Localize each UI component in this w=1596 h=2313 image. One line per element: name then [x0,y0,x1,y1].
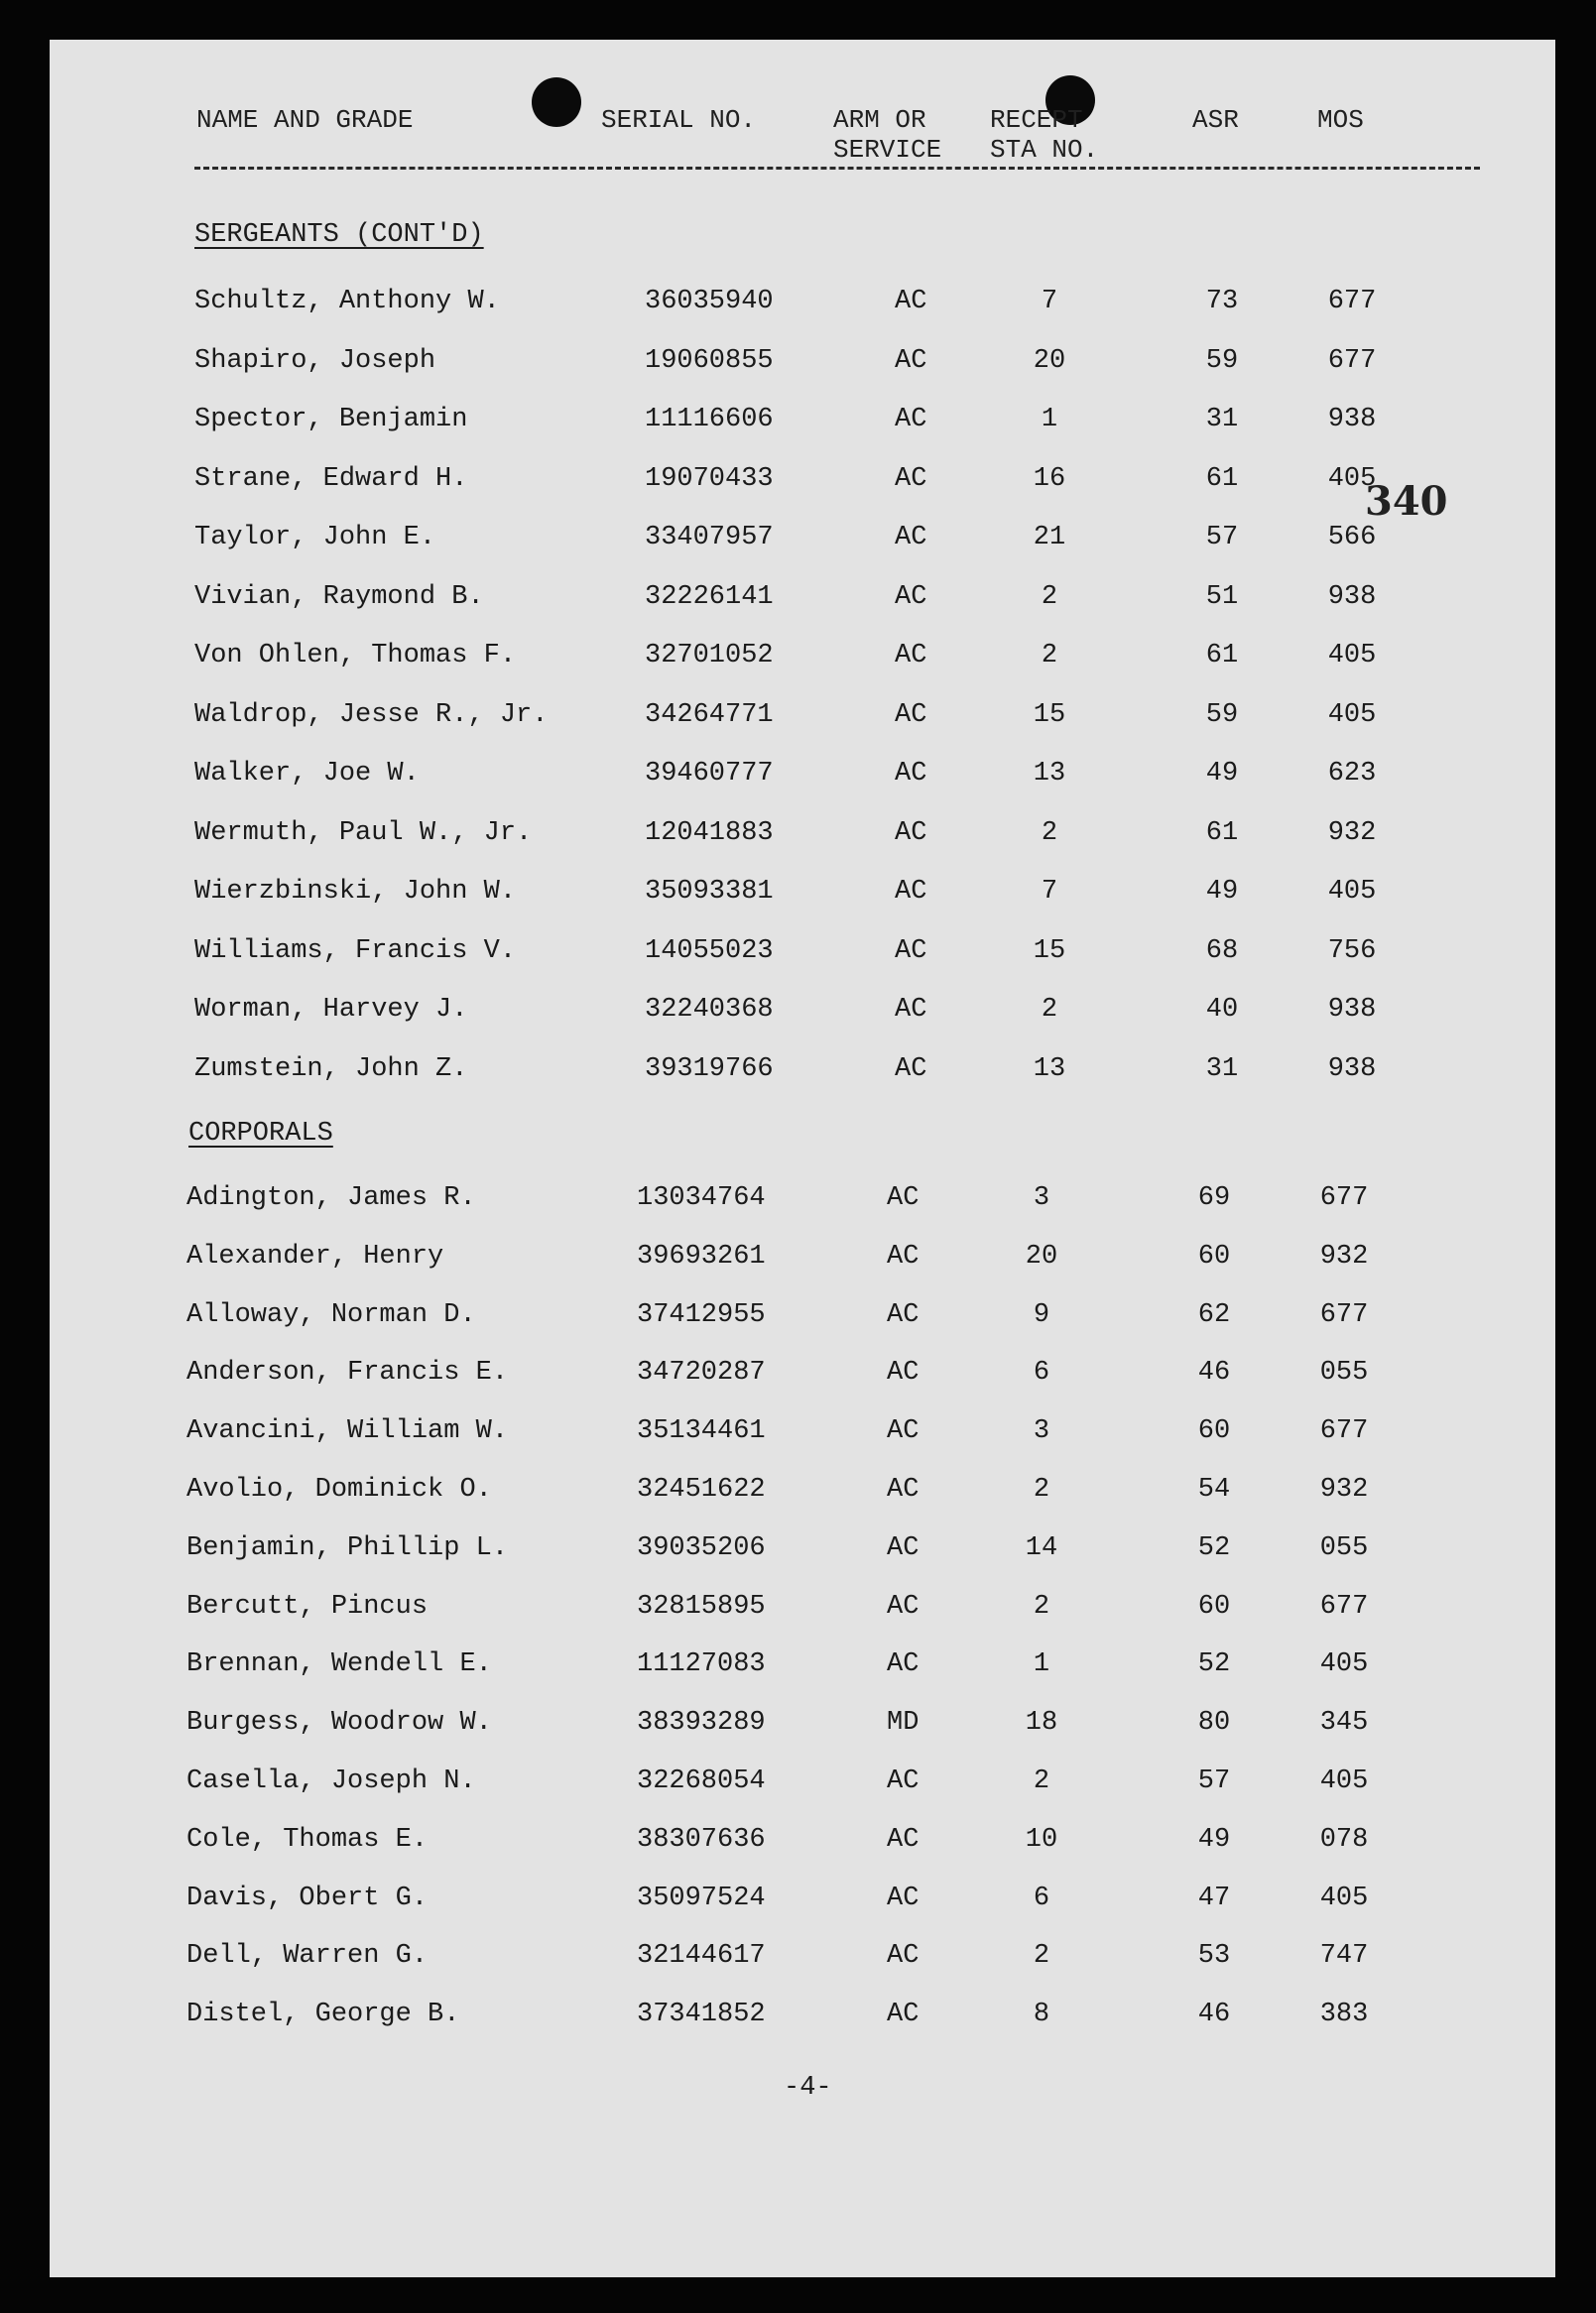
header-sta-line2: STA NO. [990,135,1099,165]
cell-serial: 32815895 [637,1591,766,1622]
table-row [50,697,1555,737]
cell-arm: AC [895,935,927,966]
table-row [50,1589,1555,1629]
cell-asr: 52 [1197,1532,1231,1563]
header-mos: MOS [1317,105,1364,135]
cell-asr: 59 [1205,699,1239,730]
table-row [50,402,1555,441]
cell-serial: 35134461 [637,1416,766,1447]
cell-sta: 2 [1033,1941,1050,1972]
header-divider [194,167,1480,170]
table-row [50,1881,1555,1920]
cell-asr: 62 [1197,1299,1231,1330]
cell-name: Strane, Edward H. [194,463,468,494]
cell-serial: 38393289 [637,1708,766,1739]
cell-mos: 405 [1319,1766,1369,1796]
cell-arm: AC [887,1591,920,1622]
cell-sta: 1 [1041,405,1058,434]
table-row [50,520,1555,559]
cell-mos: 932 [1319,1241,1369,1272]
table-row [50,1355,1555,1395]
cell-arm: AC [887,1649,920,1680]
cell-name: Wermuth, Paul W., Jr. [194,817,533,848]
cell-mos: 677 [1319,1416,1369,1447]
table-row [50,1051,1555,1091]
cell-serial: 12041883 [645,817,774,848]
table-row [50,1530,1555,1570]
cell-name: Spector, Benjamin [194,405,468,434]
cell-mos: 938 [1327,581,1377,612]
cell-mos: 566 [1327,523,1377,552]
cell-sta: 7 [1041,877,1058,907]
cell-name: Davis, Obert G. [186,1883,429,1913]
table-row [50,1646,1555,1686]
table-row [50,874,1555,913]
table-row [50,1705,1555,1745]
cell-name: Bercutt, Pincus [186,1591,429,1622]
cell-sta: 2 [1033,1766,1050,1796]
cell-name: Taylor, John E. [194,523,436,552]
cell-serial: 35093381 [645,877,774,907]
cell-serial: 19060855 [645,345,774,376]
cell-serial: 32226141 [645,581,774,612]
cell-asr: 60 [1197,1416,1231,1447]
cell-mos: 677 [1327,345,1377,376]
cell-name: Burgess, Woodrow W. [186,1708,492,1739]
cell-asr: 49 [1197,1824,1231,1855]
cell-name: Avancini, William W. [186,1416,509,1447]
cell-sta: 6 [1033,1883,1050,1913]
cell-sta: 2 [1033,1475,1050,1505]
header-arm-line1: ARM OR [833,105,926,135]
cell-sta: 7 [1041,287,1058,316]
cell-serial: 13034764 [637,1183,766,1213]
cell-asr: 40 [1205,995,1239,1025]
table-row [50,461,1555,501]
cell-asr: 49 [1205,877,1239,907]
cell-arm: AC [895,817,927,848]
header-name-grade: NAME AND GRADE [196,105,414,135]
cell-serial: 11127083 [637,1649,766,1680]
cell-asr: 61 [1205,641,1239,670]
cell-arm: AC [895,581,927,612]
table-row [50,1180,1555,1220]
cell-asr: 46 [1197,1358,1231,1389]
cell-name: Cole, Thomas E. [186,1824,429,1855]
document-page [50,40,1555,2277]
cell-arm: AC [895,405,927,434]
cell-sta: 2 [1041,817,1058,848]
header-sta-line1: RECEPT [990,105,1083,135]
cell-sta: 16 [1033,463,1066,494]
cell-arm: MD [887,1708,920,1739]
cell-serial: 37412955 [637,1299,766,1330]
cell-asr: 47 [1197,1883,1231,1913]
cell-mos: 756 [1327,935,1377,966]
table-row [50,933,1555,973]
cell-name: Vivian, Raymond B. [194,581,484,612]
cell-name: Benjamin, Phillip L. [186,1532,509,1563]
table-row [50,1997,1555,2036]
cell-serial: 39460777 [645,759,774,789]
cell-asr: 69 [1197,1183,1231,1213]
cell-name: Shapiro, Joseph [194,345,436,376]
section-heading-sergeants: SERGEANTS (CONT'D) [194,220,484,250]
cell-arm: AC [895,345,927,376]
cell-sta: 3 [1033,1183,1050,1213]
cell-mos: 932 [1319,1475,1369,1505]
cell-serial: 39693261 [637,1241,766,1272]
cell-mos: 938 [1327,405,1377,434]
cell-serial: 39035206 [637,1532,766,1563]
cell-asr: 68 [1205,935,1239,966]
section-heading-corporals: CORPORALS [188,1119,333,1149]
cell-mos: 405 [1319,1883,1369,1913]
cell-name: Casella, Joseph N. [186,1766,476,1796]
cell-name: Anderson, Francis E. [186,1358,509,1389]
table-row [50,579,1555,619]
cell-name: Brennan, Wendell E. [186,1649,492,1680]
cell-name: Wierzbinski, John W. [194,877,517,907]
cell-serial: 34264771 [645,699,774,730]
cell-arm: AC [887,1358,920,1389]
cell-sta: 9 [1033,1299,1050,1330]
cell-mos: 677 [1319,1591,1369,1622]
cell-mos: 078 [1319,1824,1369,1855]
cell-mos: 932 [1327,817,1377,848]
cell-mos: 405 [1327,877,1377,907]
header-arm-line2: SERVICE [833,135,942,165]
table-row [50,1472,1555,1512]
table-row [50,992,1555,1032]
cell-mos: 405 [1327,699,1377,730]
cell-asr: 61 [1205,463,1239,494]
cell-name: Worman, Harvey J. [194,995,468,1025]
cell-serial: 32240368 [645,995,774,1025]
cell-mos: 345 [1319,1708,1369,1739]
cell-asr: 57 [1197,1766,1231,1796]
table-row [50,1239,1555,1278]
cell-arm: AC [895,463,927,494]
cell-arm: AC [887,1299,920,1330]
cell-serial: 11116606 [645,405,774,434]
cell-serial: 14055023 [645,935,774,966]
cell-sta: 2 [1033,1591,1050,1622]
cell-sta: 8 [1033,2000,1050,2030]
cell-mos: 383 [1319,2000,1369,2030]
cell-arm: AC [895,523,927,552]
cell-asr: 49 [1205,759,1239,789]
cell-arm: AC [887,1532,920,1563]
cell-mos: 677 [1327,287,1377,316]
table-row [50,815,1555,855]
cell-arm: AC [895,759,927,789]
cell-asr: 57 [1205,523,1239,552]
cell-arm: AC [895,1053,927,1084]
cell-name: Schultz, Anthony W. [194,287,500,316]
cell-asr: 59 [1205,345,1239,376]
cell-arm: AC [895,641,927,670]
cell-arm: AC [887,1883,920,1913]
cell-sta: 2 [1041,995,1058,1025]
cell-name: Waldrop, Jesse R., Jr. [194,699,549,730]
cell-serial: 36035940 [645,287,774,316]
cell-asr: 53 [1197,1941,1231,1972]
cell-arm: AC [887,1824,920,1855]
cell-asr: 31 [1205,405,1239,434]
cell-name: Zumstein, John Z. [194,1053,468,1084]
cell-arm: AC [895,287,927,316]
page-stamp-number: 340 [1365,478,1448,525]
cell-sta: 3 [1033,1416,1050,1447]
cell-arm: AC [887,1183,920,1213]
table-row [50,1297,1555,1337]
cell-mos: 677 [1319,1299,1369,1330]
cell-asr: 60 [1197,1241,1231,1272]
cell-serial: 34720287 [637,1358,766,1389]
table-row [50,1938,1555,1978]
cell-arm: AC [887,1241,920,1272]
cell-serial: 35097524 [637,1883,766,1913]
cell-sta: 10 [1025,1824,1058,1855]
cell-serial: 19070433 [645,463,774,494]
cell-mos: 747 [1319,1941,1369,1972]
cell-asr: 31 [1205,1053,1239,1084]
page-number: -4- [784,2073,832,2103]
table-row [50,1413,1555,1453]
cell-name: Walker, Joe W. [194,759,420,789]
cell-asr: 73 [1205,287,1239,316]
punch-hole-left [532,77,581,127]
cell-mos: 405 [1327,641,1377,670]
cell-arm: AC [895,995,927,1025]
table-row [50,756,1555,795]
cell-asr: 60 [1197,1591,1231,1622]
cell-sta: 15 [1033,699,1066,730]
cell-mos: 055 [1319,1532,1369,1563]
cell-arm: AC [895,699,927,730]
cell-asr: 80 [1197,1708,1231,1739]
cell-asr: 61 [1205,817,1239,848]
cell-sta: 13 [1033,1053,1066,1084]
cell-mos: 938 [1327,995,1377,1025]
cell-name: Distel, George B. [186,2000,460,2030]
cell-mos: 405 [1319,1649,1369,1680]
cell-mos: 677 [1319,1183,1369,1213]
cell-sta: 1 [1033,1649,1050,1680]
cell-sta: 2 [1041,581,1058,612]
cell-serial: 38307636 [637,1824,766,1855]
cell-name: Von Ohlen, Thomas F. [194,641,517,670]
header-asr: ASR [1192,105,1239,135]
cell-serial: 32701052 [645,641,774,670]
cell-arm: AC [887,1766,920,1796]
cell-name: Williams, Francis V. [194,935,517,966]
cell-mos: 405 [1327,463,1377,494]
cell-sta: 20 [1025,1241,1058,1272]
table-row [50,284,1555,323]
cell-name: Dell, Warren G. [186,1941,429,1972]
cell-arm: AC [887,1416,920,1447]
table-row [50,638,1555,677]
cell-name: Alloway, Norman D. [186,1299,476,1330]
cell-serial: 32144617 [637,1941,766,1972]
cell-name: Adington, James R. [186,1183,476,1213]
cell-arm: AC [887,1941,920,1972]
cell-asr: 54 [1197,1475,1231,1505]
table-row [50,1764,1555,1803]
cell-asr: 46 [1197,2000,1231,2030]
cell-name: Avolio, Dominick O. [186,1475,492,1505]
cell-sta: 18 [1025,1708,1058,1739]
cell-sta: 14 [1025,1532,1058,1563]
cell-sta: 21 [1033,523,1066,552]
table-row [50,343,1555,383]
cell-sta: 13 [1033,759,1066,789]
cell-arm: AC [887,1475,920,1505]
cell-asr: 51 [1205,581,1239,612]
cell-sta: 6 [1033,1358,1050,1389]
cell-mos: 938 [1327,1053,1377,1084]
cell-serial: 37341852 [637,2000,766,2030]
table-row [50,1822,1555,1862]
cell-sta: 20 [1033,345,1066,376]
cell-name: Alexander, Henry [186,1241,444,1272]
cell-mos: 623 [1327,759,1377,789]
cell-serial: 39319766 [645,1053,774,1084]
cell-asr: 52 [1197,1649,1231,1680]
cell-sta: 15 [1033,935,1066,966]
cell-serial: 32451622 [637,1475,766,1505]
header-serial: SERIAL NO. [601,105,757,135]
cell-serial: 33407957 [645,523,774,552]
cell-arm: AC [895,877,927,907]
cell-serial: 32268054 [637,1766,766,1796]
cell-sta: 2 [1041,641,1058,670]
cell-mos: 055 [1319,1358,1369,1389]
cell-arm: AC [887,2000,920,2030]
